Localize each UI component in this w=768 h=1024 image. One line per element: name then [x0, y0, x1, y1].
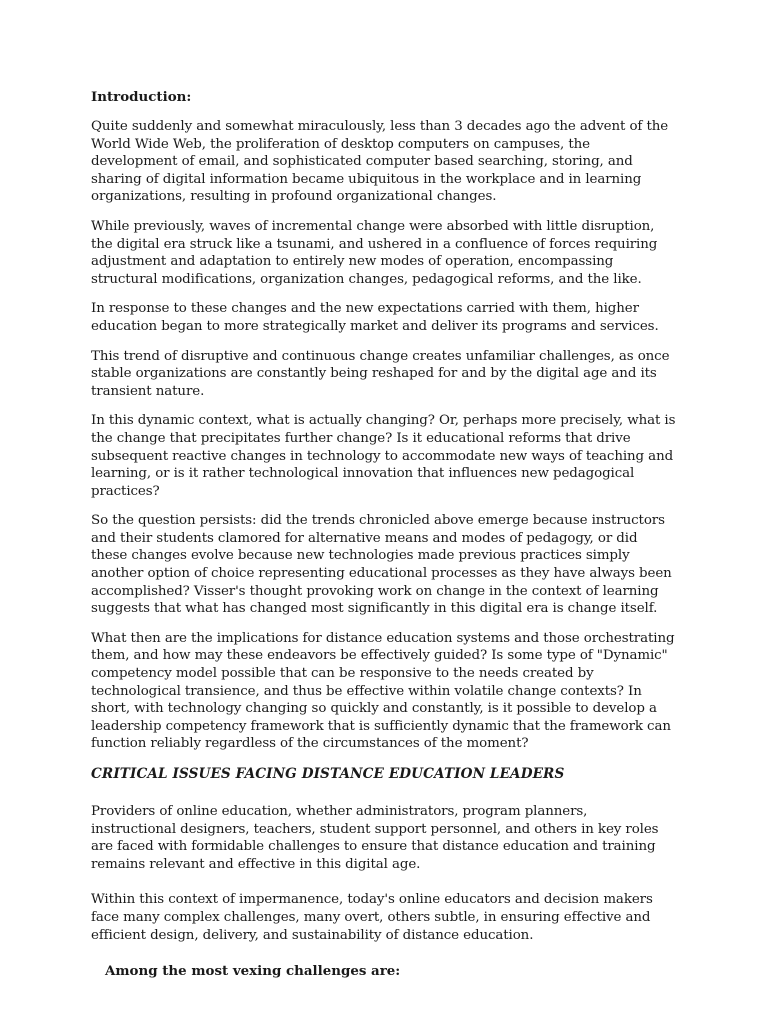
intro-paragraph-4: This trend of disruptive and continuous change creates unfamiliar challenges, as once stable organizations are constantly being reshaped for and by the digital age and its transient nature. [91, 348, 670, 399]
intro-paragraph-6: So the question persists: did the trends chronicled above emerge because instructors and their students clamored for alternative means and modes of pedagogy, or did these changes evolve because new technologies made previous practices simply another option of choice representing educational processes as they have always been accomplished? Visser's thought provoking work on change in the context of learning suggests that what has changed most significantly in this digital era is change itself. [91, 513, 672, 617]
intro-paragraph-3: In response to these changes and the new expectations carried with them, higher education began to more strategically market and deliver its programs and services. [91, 301, 659, 334]
intro-paragraph-2: While previously, waves of incremental change were absorbed with little disruption, the digital era struck like a tsunami, and ushered in a confluence of forces requiring adjustment and adaptation to entirely new modes of operation, encompassing structural modifications, organization changes, pedagogical reforms, and the like. [91, 218, 658, 287]
intro-paragraph-7: What then are the implications for distance education systems and those orchestrating them, and how may these endeavors be effectively guided? Is some type of "Dynamic" competency model possible that can be responsive to the needs created by technological transience, and thus be effective within volatile change contexts? In short, with technology changing so quickly and constantly, is it possible to develop a leadership competency framework that is sufficiently dynamic that the framework can function reliably regardless of the circumstances of the moment? [91, 630, 675, 752]
section-paragraph-2: Within this context of impermanence, today's online educators and decision makers face many complex challenges, many overt, others subtle, in ensuring effective and efficient design, delivery, and sustainability of distance education. [91, 892, 653, 943]
intro-paragraph-1: Quite suddenly and somewhat miraculously, less than 3 decades ago the advent of the World Wide Web, the proliferation of desktop computers on campuses, the development of email, and sophisticated computer based searching, storing, and sharing of digital information became ubiquitous in the workplace and in learning organizations, resulting in profound organizational changes. [91, 119, 669, 205]
introduction-heading: Introduction: [91, 89, 192, 105]
challenges-subheading: Among the most vexing challenges are: [105, 963, 401, 980]
section-title: CRITICAL ISSUES FACING DISTANCE EDUCATION LEADERS [91, 766, 565, 782]
intro-paragraph-5: In this dynamic context, what is actually changing? Or, perhaps more precisely, what is the change that precipitates further change? Is it educational reforms that drive subsequent reactive changes in technology to accommodate new ways of teaching and learning, or is it rather technological innovation that influences new pedagogical practices? [91, 413, 676, 499]
section-paragraph-1: Providers of online education, whether administrators, program planners, instructional designers, teachers, student support personnel, and others in key roles are faced with formidable challenges to ensure that distance education and training remains relevant and effective in this digital age. [91, 804, 659, 872]
